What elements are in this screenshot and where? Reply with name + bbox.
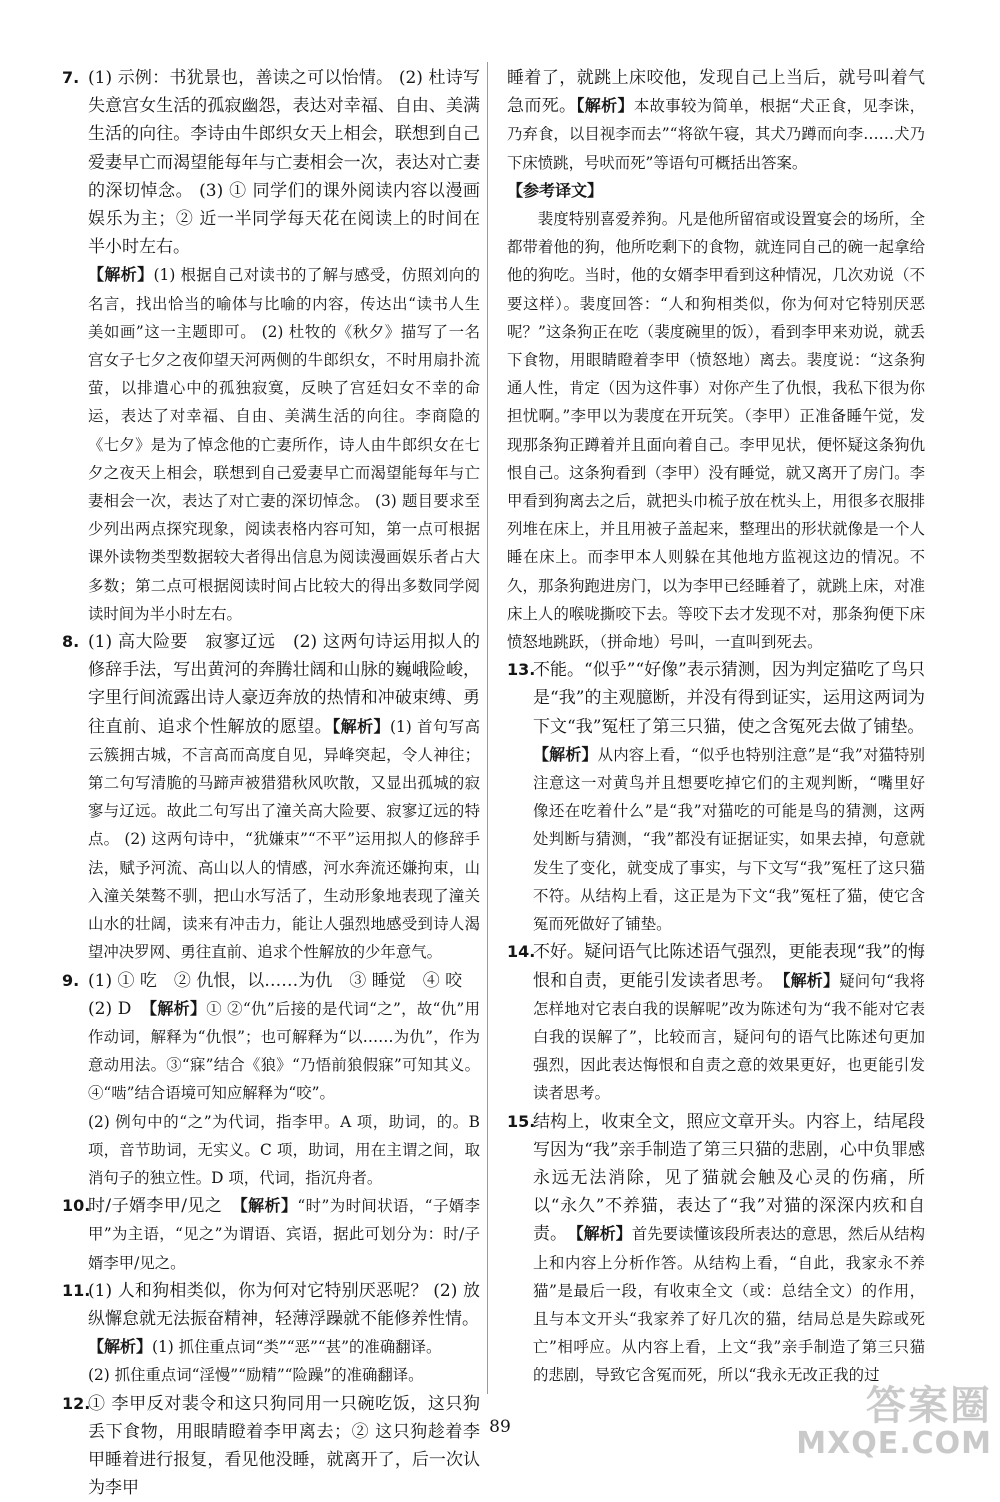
question-number: 11. [62,1280,91,1300]
analysis-tag: 【解析】 [782,970,840,990]
question-11 [62,1277,480,1390]
question-number: 13. [507,660,536,680]
analysis-line-2: (2) 抓住重点词“淫慢”“励精”“险躁”的准确翻译。 [88,1366,424,1385]
answer-text: 不好。疑问语气比陈述语气强烈，更能表现“我”的悔恨和自责，更能引发读者思考。 [533,942,925,991]
analysis-text: (1) 抓住重点词“类”“恶”“甚”的准确翻译。 [152,1338,442,1357]
analysis-tag: 【解析】 [575,1224,632,1244]
analysis-tag: 【解析】 [88,265,154,285]
column-divider [487,62,488,1394]
question-number: 15. [507,1111,536,1131]
analysis-text: (1) 根据自己对读书的了解与感受，仿照刘向的名言，找出恰当的喻体与比喻的内容，传达出“读书人生美如画”这一主题即可。 (2) 杜牧的《秋夕》描写了一名宫女子七夕之夜仰望天河两侧的牛郎织女，不时用扇扑流萤，以排遣心中的孤独寂寞，反映了宫廷妇女不幸的命运，表达了对幸福、自由、美满生活的向往。李商隐的《七夕》是为了悼念他的亡妻所作，诗人由牛郎织女在七夕之夜天上相会，联想到自己爱妻早亡而渴望能每年与亡妻相会一次，表达了对亡妻的深切悼念。 (3) 题目要求至少列出两点探究现象，阅读表格内容可知，第一点可根据课外读物类型数据较大者得出信息为阅读漫画娱乐者占大多数；第二点可根据阅读时间占比较大的得出多数同学阅读时间为半小时左右。 [88,266,480,623]
watermark-title: 答案圈 [866,1383,992,1429]
analysis-text: 首先要读懂该段所表达的意思，然后从结构上和内容上分析作答。从结构上看，“自此，我家永不养猫”是最后一段，有收束全文（或：总结全文）的作用，且与本文开头“我家养了好几次的猫，结局总是失踪或死亡”相呼应。从内容上看，上文“我”亲手制造了第三只猫的悲剧，导致它含冤而死，所以“我永无改正我的过 [533,1225,925,1385]
question-9 [62,967,480,1193]
q12-analysis-text: 本故事较为简单，根据“犬正食，见李诛，乃弃食，以目视李而去”“将欲午寝，其犬乃蹲而向李……犬乃下床愤跳，号吠而死”等语句可概括出答案。 [507,97,925,172]
analysis-tag: 【解析】 [576,96,634,116]
question-number: 12. [62,1393,91,1413]
watermark-url: MXQE.COM [796,1426,992,1461]
question-number: 10. [62,1196,91,1216]
analysis-text: 从内容上看，“似乎也特别注意”是“我”对猫特别注意这一对黄鸟并且想要吃掉它们的主观判断，“嘴里好像还在吃着什么”是“我”对猫吃的可能是鸟的猜测，这两处判断与猜测，“我”都没有证据证实，如果去掉，句意就发生了变化，就变成了事实，与下文写“我”冤枉了这只猫不符。从结构上看，这正是为下文“我”冤枉了猫，使它含冤而死做好了铺垫。 [533,745,925,934]
right-column [507,64,925,1390]
answer-text: 结构上，收束全文，照应文章开头。内容上，结尾段写因为“我”亲手制造了第三只猫的悲剧，心中负罪感永远无法消除，见了猫就会触及心灵的伤痛，所以“永久”不养猫，表达了“我”对猫的深深内疚和自责。 [533,1111,925,1245]
analysis-text: “时”为时间状语，“子婿李甲”为主语，“见之”为谓语、宾语，据此可划分为：时/子婿李甲/见之。 [88,1197,480,1272]
answer-text: (1) 示例：书犹景也，善读之可以怡情。 (2) 杜诗写失意宫女生活的孤寂幽怨，表达对幸福、自由、美满生活的向往。李诗由牛郎织女天上相会，联想到自己爱妻早亡而渴望能每年与亡妻相会一次，表达对亡妻的深切悼念。 (3) ① 同学们的课外阅读内容以漫画娱乐为主；② 近一半同学每天花在阅读上的时间在半小时左右。 [88,68,480,258]
reference-translation-heading: 【参考译文】 [507,180,604,200]
answer-line-2: (2) D [88,998,150,1019]
question-12 [62,1390,480,1502]
answer-text: ① 李甲反对裴令和这只狗同用一只碗吃饭，这只狗丢下食物，用眼睛瞪着李甲离去；② 这只狗趁着李甲睡着进行报复，看见他没睡，就离开了，后一次认为李甲 [88,1393,480,1499]
analysis-text: ① ②“仇”后接的是代词“之”，故“仇”用作动词，解释为“仇恨”；也可解释为“以……为仇”，作为意动用法。③“寐”结合《狼》“乃悟前狼假寐”可知其义。④“啮”结合语境可知应解释为“咬”。 [88,999,480,1103]
analysis-text: (1) 首句写高云簇拥古城，不言高而高度自见，异峰突起，令人神往；第二句写清脆的马蹄声被猎猎秋风吹散，又显出孤城的寂寥与辽远。故此二句写出了潼关高大险要、寂寥辽远的特点。 (2) 这两句诗中，“犹嫌束”“不平”运用拟人的修辞手法，赋予河流、高山以人的情感，河水奔流还嫌拘束，山入潼关桀骜不驯，把山水写活了，生动形象地表现了潼关山水的壮阔，读来有冲击力，能让人强烈地感受到诗人渴望冲决罗网、勇往直前、追求个性解放的少年意气。 [88,717,480,962]
reference-translation-text: 裴度特别喜爱养狗。凡是他所留宿或设置宴会的场所，全都带着他的狗，他所吃剩下的食物，就连同自己的碗一起拿给他的狗吃。当时，他的女婿李甲看到这种情况，几次劝说（不要这样）。裴度回答：“人和狗相类似，你为何对它特别厌恶呢？”这条狗正在吃（裴度碗里的饭），看到李甲来劝说，就丢下食物，用眼睛瞪着李甲（愤怒地）离去。裴度说：“这条狗通人性，肯定（因为这件事）对你产生了仇恨，我私下很为你担忧啊。”李甲以为裴度在开玩笑。（李甲）正准备睡午觉，发现那条狗正蹲着并且面向着自己。李甲见状，便怀疑这条狗仇恨自己。这条狗看到（李甲）没有睡觉，就又离开了房门。李甲看到狗离去之后，就把头巾梳子放在枕头上，用很多衣服排列堆在床上，并且用被子盖起来，整理出的形状就像是一个人睡在床上。而李甲本人则躲在其他地方监视这边的情况。不久，那条狗跑进房门，以为李甲已经睡着了，就跳上床，对准床上人的喉咙撕咬下去。等咬下去才发现不对，那条狗便下床愤怒地跳跃，（拼命地）号叫，一直叫到死去。 [507,210,925,652]
left-column [62,64,480,1502]
question-number: 8. [62,632,80,652]
analysis-tag: 【解析】 [88,1337,153,1357]
question-number: 9. [62,970,80,990]
answer-text: (1) 高大险要 寂寥辽远 (2) 这两句诗运用拟人的修辞手法，写出黄河的奔腾壮阔和山脉的巍峨险峻，字里行间流露出诗人豪迈奔放的热情和冲破束缚、勇往直前、追求个性解放的愿望。 [88,632,480,737]
answer-text: (1) 人和狗相类似，你为何对它特别厌恶呢？ (2) 放纵懈怠就无法振奋精神，轻薄浮躁就不能修养性情。 [88,1280,480,1329]
site-watermark [796,1384,992,1460]
q12-answer-continued: 睡着了，就跳上床咬他，发现自己上当后，就号叫着气急而死。 [507,68,925,117]
question-10 [62,1192,480,1277]
answer-line-1: (1) ① 吃 ② 仇恨，以……为仇 ③ 睡觉 ④ 咬 [88,970,463,991]
analysis-tag: 【解析】 [332,716,390,736]
question-14 [507,938,925,1107]
analysis-tag: 【解析】 [533,744,598,764]
question-number: 7. [62,68,80,87]
question-number: 14. [507,942,536,962]
question-13 [507,656,925,938]
answer-text: 时/子婿李甲/见之 [88,1196,240,1217]
answer-text: 不能。“似乎”“好像”表示猜测，因为判定猫吃了鸟只是“我”的主观臆断，并没有得到证实，运用这两词为下文“我”冤枉了第三只猫，使之含冤死去做了铺垫。 [533,660,925,737]
question-7 [62,64,480,628]
answer-line-3: (2) 例句中的“之”为代词，指李甲。A 项，助词，的。B 项，音节助词，无实义。C 项，助词，用在主谓之间，取消句子的独立性。D 项，代词，指沉舟者。 [88,1112,480,1187]
question-15 [507,1108,925,1390]
question-8 [62,628,480,966]
analysis-text: 疑问句“我将怎样地对它表白我的误解呢”改为陈述句为“我不能对它表白我的误解了”，比较而言，疑问句的语气比陈述句更加强烈，因此表达悔恨和自责之意的效果更好，也更能引发读者思考。 [533,971,925,1103]
analysis-tag: 【解析】 [149,998,207,1018]
analysis-tag: 【解析】 [239,1196,298,1216]
page-number: 89 [489,1417,511,1437]
